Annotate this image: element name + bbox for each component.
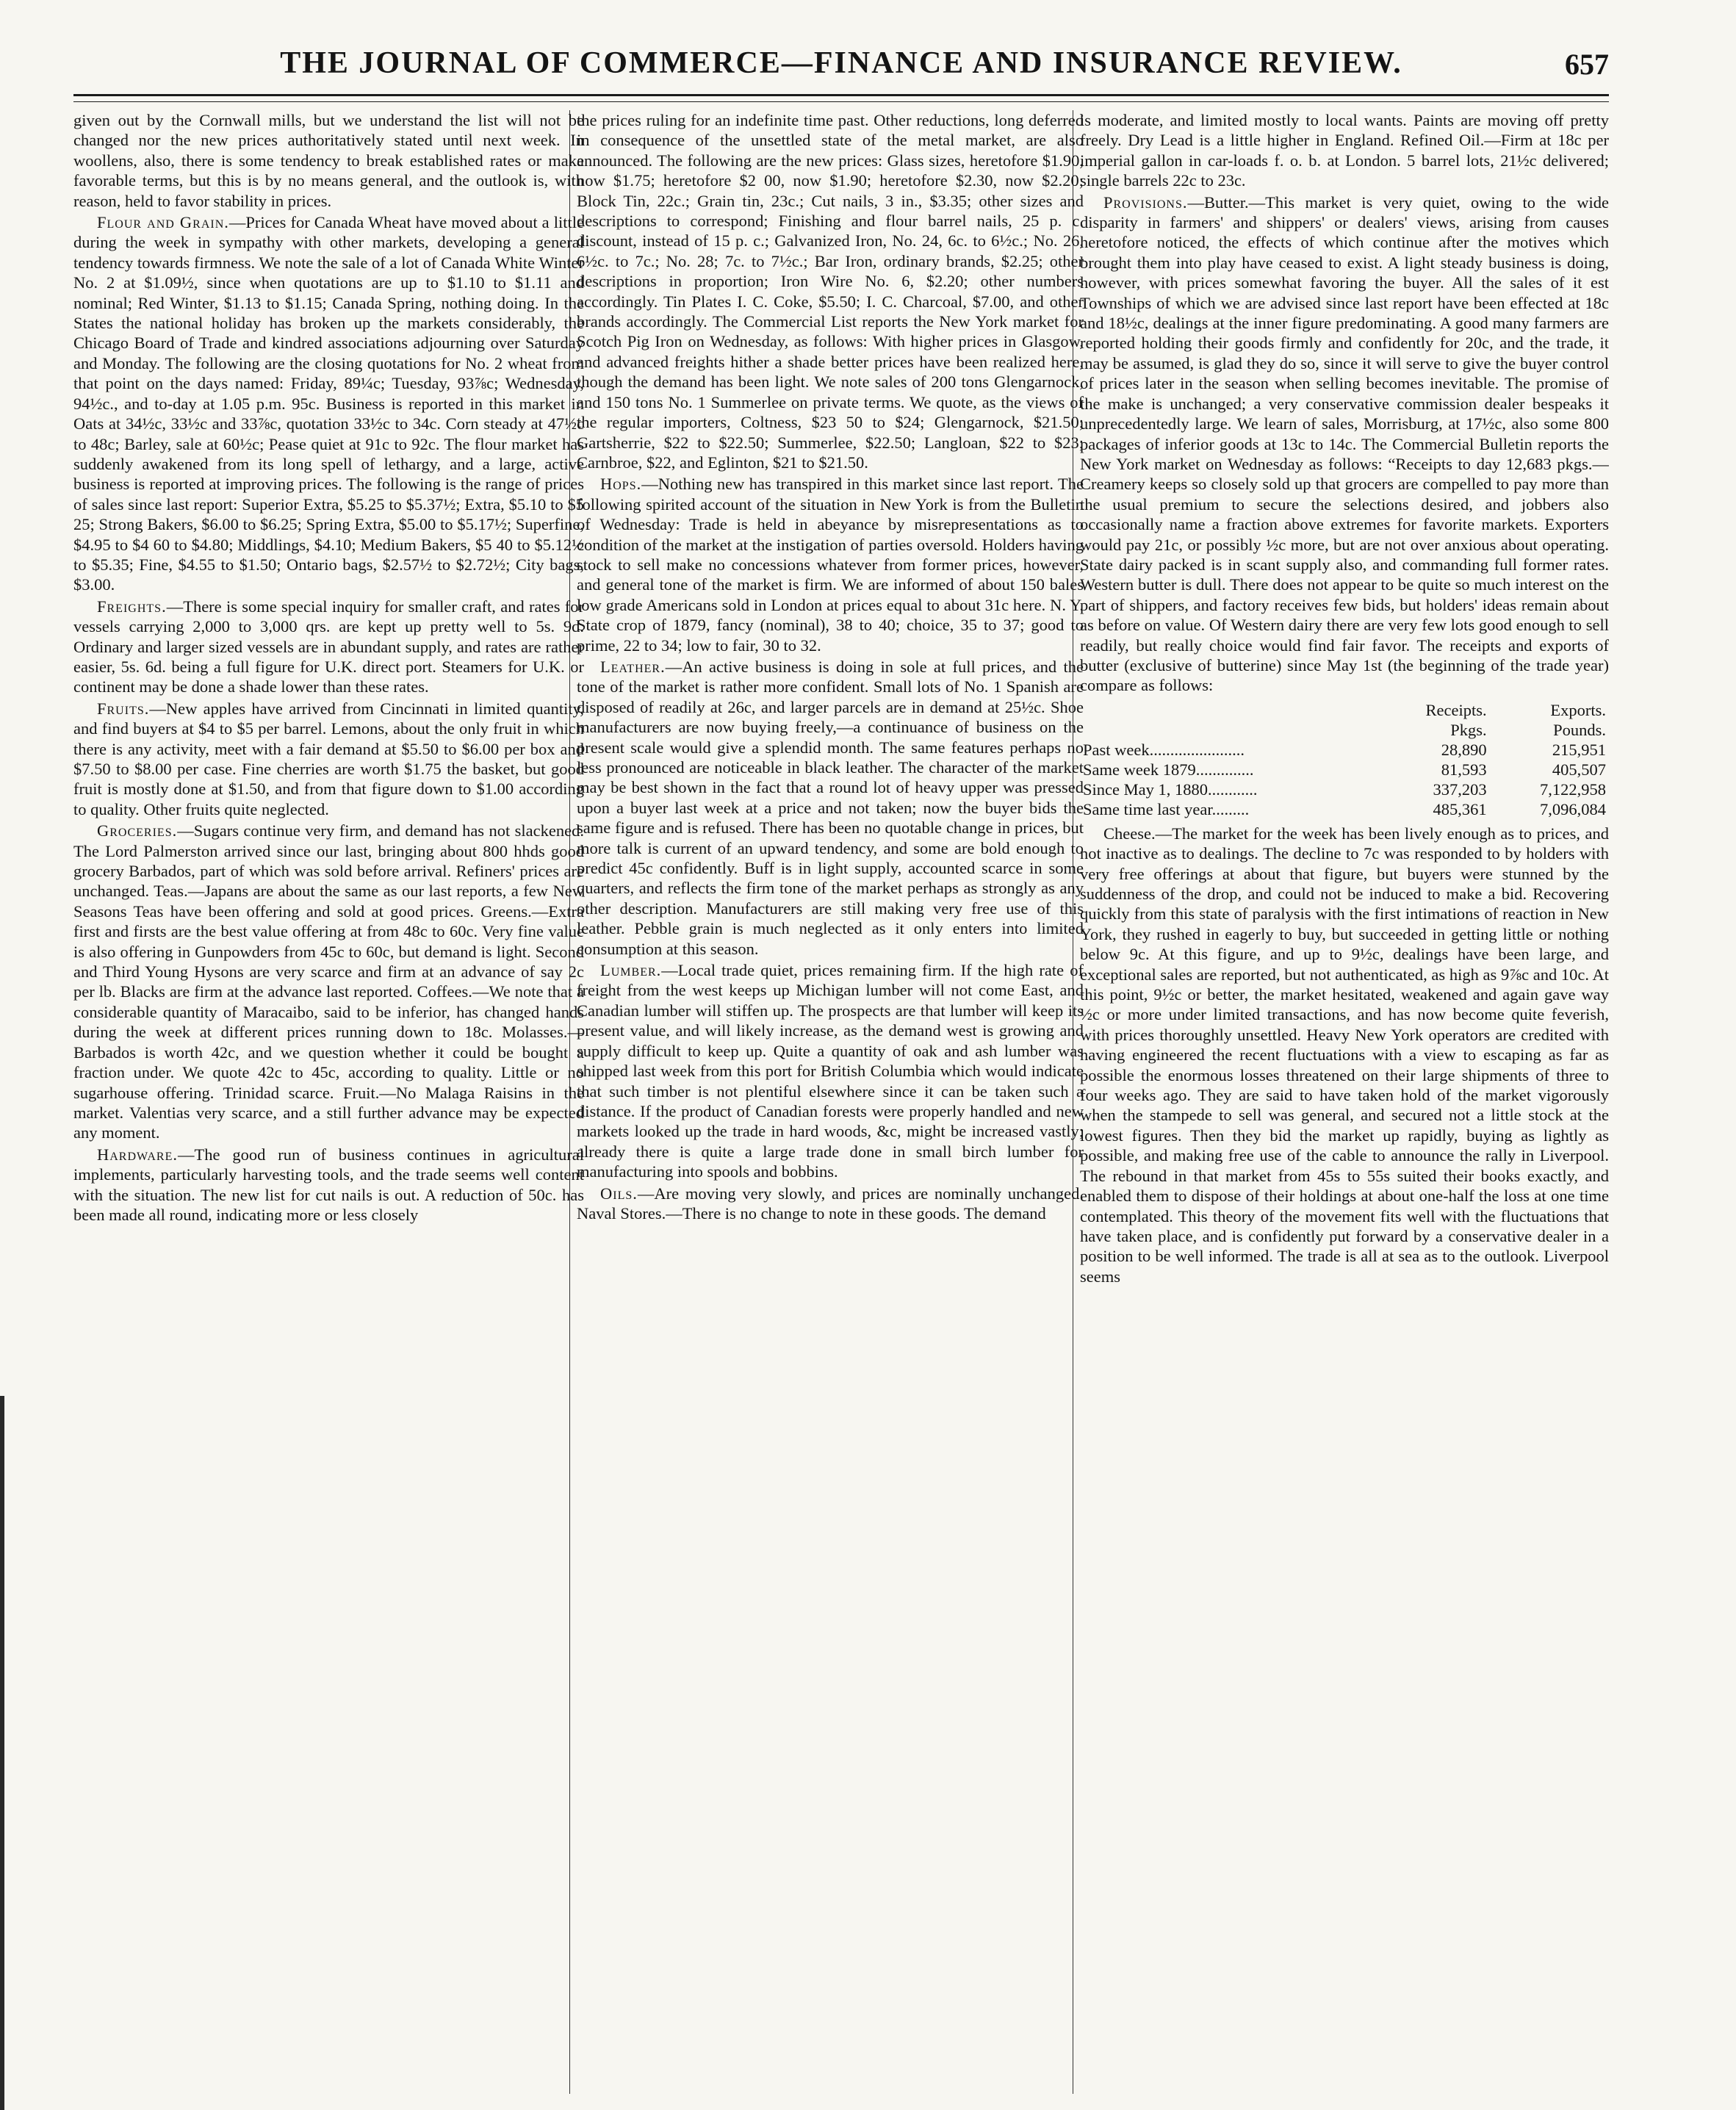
butter-receipts-exports-table (1080, 700, 1609, 819)
section-heading: Hardware. (97, 1145, 178, 1164)
paragraph-woollens: given out by the Cornwall mills, but we understand the list will not be changed nor the new prices authoritatively stated until next week. In woollens, also, there is some tendency to break established rates or make favorable terms, but this is by no means general, and the outlook is, with reason, held to favor stability in prices. (73, 111, 584, 210)
table-header-exports: Exports. (1550, 700, 1606, 719)
section-heading: Lumber. (600, 961, 662, 980)
row-exports: 7,122,958 (1540, 779, 1606, 799)
section-heading: Leather. (600, 657, 666, 676)
section-body: —There is some special inquiry for smaller craft, and rates for vessels carrying 2,000 to 3,000 qrs. are kept up pretty well to 5s. 9d. Ordinary and larger sized vessels are in abundant supply, and rates are rather easier, 5s. 6d. being a full figure for U.K. direct port. Steamers for U.K. or continent may be done a shade lower than these rates. (73, 597, 584, 696)
table-unit-blank (1080, 720, 1379, 740)
section-heading: Groceries. (97, 821, 178, 840)
page-header (73, 46, 1609, 90)
section-freights (73, 597, 584, 697)
section-body: —New apples have arrived from Cincinnati in limited quantity, and find buyers at $4 to $5 per barrel. Lemons, about the only fruit in which there is any activity, meet with a fair demand at $5.50 to $6.00 per box and $7.50 to $8.00 per case. Fine cherries are worth $1.75 the basket, but good fruit is mostly done at $1.50, and from that figure down to $1.00 according to quality. Other fruits quite neglected. (73, 699, 584, 818)
publication-title: THE JOURNAL OF COMMERCE—FINANCE AND INSURANCE REVIEW. (280, 46, 1402, 80)
section-heading: Oils. (600, 1184, 638, 1203)
page-number: 657 (1565, 48, 1609, 81)
table-header-receipts: Receipts. (1425, 700, 1487, 719)
section-body: —The good run of business continues in agricultural implements, particularly harvesting tools, and the trade seems well content with the situation. The new list for cut nails is out. A reduction of 50c. has been made all round, indicating more or less closely (73, 1145, 584, 1224)
section-body: —An active business is doing in sole at full prices, and the tone of the market is rather more confident. Small lots of No. 1 Spanish are disposed of readily at 26c, and larger parcels are in demand at 25½c. Shoe manufacturers are now buying freely,—a continuance of business on the present scale would give a splendid month. The same features perhaps no less pronounced are noticeable in black leather. The character of the market may be best shown in the fact that a round lot of heavy upper was pressed upon a buyer last week at a price and not taken; now the buyer bids the same figure and is refused. There has been no quotable change in prices, but more talk is current of an upward tendency, and some are bold enough to predict 45c confidently. Buff is in light supply, accounted scarce in some quarters, and reflects the firm tone of the market perhaps as strongly as any other description. Manufacturers are still making very free use of this leather. Pebble grain is much neglected as it only enters into limited consumption at this season. (577, 657, 1084, 958)
row-label: Same week 1879.............. (1083, 760, 1254, 779)
row-label: Since May 1, 1880............ (1083, 779, 1258, 799)
column-2 (577, 110, 1084, 2094)
section-hops (577, 474, 1084, 655)
section-cheese: Cheese.—The market for the week has been lively enough as to prices, and not inactive as to dealings. The decline to 7c was responded to by holders with very free offerings at about that figure, but buyers were stunned by the suddenness of the drop, and could not be induced to make a bid. Recovering quickly from this state of paralysis with the first intimations of reaction in New York, they rushed in eagerly to buy, but succeeded in getting little or nothing below 9c. At this figure, and up to 9½c, dealings have been large, and exceptional sales are reported, but not authenticated, as high as 9⅞c and 10c. At this point, 9½c or better, the market hesitated, weakened and again gave way ½c or more under limited transactions, and has now become quite feverish, with prices thoroughly unsettled. Heavy New York operators are credited with having engineered the recent fluctuations with a view to escaping as far as possible the enormous losses threatened on their large shipments of three to four weeks ago. They are said to have taken hold of the market vigorously when the stampede to sell was general, and secured not a little stock at the lowest figures. Then they bid the market up rapidly, buying as lightly as possible, and making free use of the cable to announce the rally in Liverpool. The rebound in that market from 45s to 55s suited their books exactly, and enabled them to dispose of their holdings at about one-half the loss at one time contemplated. This theory of the movement fits well with the fluctuations that have taken place, and is confidently put forward by a conservative dealer in a position to be well informed. The trade is all at sea as to the outlook. Liverpool seems (1080, 824, 1609, 1286)
section-body: —Are moving very slowly, and prices are nominally unchanged. Naval Stores.—There is no change to note in these goods. The demand (577, 1184, 1084, 1223)
section-heading: Hops. (600, 475, 642, 494)
section-groceries (73, 821, 584, 1143)
row-label: Same time last year......... (1083, 799, 1250, 818)
paragraph-paints-oils: is moderate, and limited mostly to local wants. Paints are moving off pretty freely. Dry Lead is a little higher in England. Refined Oil.—Firm at 18c per imperial gallon in car-loads f. o. b. at London. 5 barrel lots, 21½c delivered; single barrels 22c to 23c. (1080, 111, 1609, 190)
section-body: —Local trade quiet, prices remaining firm. If the high rate of freight from the west keeps up Michigan lumber will not come East, and Canadian lumber will stiffen up. The prospects are that lumber will keep its present value, and will likely increase, as the demand west is growing and supply difficult to keep up. Quite a quantity of oak and ash lumber was shipped last week from this port for British Columbia which would indicate that such timber is not plentiful elsewhere since it can be taken such a distance. If the product of Canadian forests were properly handled and new markets looked up the trade in hard woods, &c, might be increased vastly; already there is quite a large trade done in small birch lumber for manufacturing into spools and bobbins. (577, 961, 1084, 1181)
section-heading: Fruits. (97, 699, 150, 718)
table-unit-receipts: Pkgs. (1450, 720, 1487, 739)
section-body: —Butter.—This market is very quiet, owing to the wide disparity in farmers' and shippers' or dealers' views, arising from causes heretofore noticed, the effects of which continue after the motives which brought them into play have ceased to exist. A light steady business is doing, however, with prices somewhat favoring the buyer. All the sales of it est Townships of which we are advised since last report have been effected at 18c and 18½c, dealings at the inner figure predominating. A good many farmers are reported holding their goods firmly and confidently for 20c, and the trade, it may be assumed, is glad they do so, since it will serve to give the buyer control of prices later in the season when selling becomes inevitable. The promise of the make is unchanged; a very conservative commission dealer bespeaks it unprecedentedly large. We learn of sales, Morrisburg, at 17½c, also some 800 packages of inferior goods at 13c to 14c. The Commercial Bulletin reports the New York market on Wednesday as follows: “Receipts to day 12,683 pkgs.—Creamery keeps so closely sold up that grocers are compelled to pay more than the usual premium to secure the selections desired, and jobbers also occasionally name a fraction above extremes for favorite markets. Exporters would pay 21c, or possibly ½c more, but are not over anxious about operating. State dairy packed is in scant supply also, and commanding full former rates. Western butter is dull. There does not appear to be quite so much interest on the part of shippers, and factory receives few bids, but holders' ideas remain about as before on value. Of Western dairy there are very few lots good enough to sell readily, but really choice would find fair favor. The receipts and exports of butter (exclusive of butterine) since May 1st (the beginning of the trade year) compare as follows: (1080, 192, 1609, 695)
table-header-blank (1080, 700, 1379, 720)
scan-edge-shadow (0, 1396, 4, 2110)
header-rule-thick (73, 94, 1609, 96)
row-exports: 405,507 (1552, 760, 1606, 779)
section-oils (577, 1184, 1084, 1224)
table-unit-row (1080, 720, 1609, 740)
row-exports: 7,096,084 (1540, 799, 1606, 818)
section-heading: Freights. (97, 597, 167, 616)
column-3 (1080, 110, 1609, 2094)
section-flour-and-grain (73, 212, 584, 595)
section-body: —Prices for Canada Wheat have moved about a little during the week in sympathy with other markets, developing a general tendency towards firmness. We note the sale of a lot of Canada White Winter No. 2 at $1.09½, since when quotations are up to $1.10 to $1.11 and nominal; Red Winter, $1.13 to $1.15; Canada Spring, nothing doing. In the States the national holiday has broken up the markets considerably, the Chicago Board of Trade and kindred associations adjourning over Saturday and Monday. The following are the closing quotations for No. 2 wheat from that point on the days named: Friday, 89¼c; Tuesday, 93⅞c; Wednesday, 94½c., and to-day at 1.05 p.m. 95c. Business is reported in this market in Oats at 34½c, 33½c and 33⅞c, quotation 33½c to 34c. Corn steady at 47½c to 48c; Barley, sale at 60½c; Pease quiet at 91c to 92c. The flour market has suddenly awakened from its long spell of lethargy, and a large, active business is reported at improving prices. The following is the range of prices of sales since last report: Superior Extra, $5.25 to $5.37½; Extra, $5.10 to $5 25; Strong Bakers, $6.00 to $6.25; Spring Extra, $5.00 to $5.17½; Superfine, $4.95 to $4 60 to $4.80; Middlings, $4.10; Medium Bakers, $5 40 to $5.12½ to $5.35; Fine, $4.55 to $1.50; Ontario bags, $2.57½ to $2.72½; City bags, $3.00. (73, 213, 584, 594)
table-row (1080, 740, 1609, 760)
section-lumber (577, 960, 1084, 1181)
row-receipts: 81,593 (1441, 760, 1487, 779)
row-receipts: 485,361 (1433, 799, 1487, 818)
section-heading: Flour and Grain. (97, 213, 229, 232)
row-label: Past week....................... (1083, 740, 1245, 759)
header-rule-thin (73, 101, 1609, 102)
row-exports: 215,951 (1552, 740, 1606, 759)
paragraph-hardware-prices: the prices ruling for an indefinite time past. Other reductions, long deferred in consequence of the unsettled state of the metal market, are also announced. The following are the new prices: Glass sizes, heretofore $1.90, now $1.75; heretofore $2 00, now $1.90; heretofore $2.30, now $2.20; Block Tin, 22c.; Grain tin, 23c.; Cut nails, 3 in., $3.35; other sizes and descriptions to correspond; Finishing and flour barrel nails, 25 p. c. discount, instead of 15 p. c.; Galvanized Iron, No. 24, 6c. to 6½c.; No. 26, 6½c. to 7c.; No. 28; 7c. to 7½c.; Bar Iron, ordinary brands, $2.25; other descriptions in proportion; Iron Wire No. 6, $2.20; other numbers accordingly. Tin Plates I. C. Coke, $5.50; I. C. Charcoal, $7.00, and other brands accordingly. The Commercial List reports the New York market for Scotch Pig Iron on Wednesday, as follows: With higher prices in Glasgow, and advanced freights hither a shade better prices have been realized here, though the demand has been light. We note sales of 200 tons Glengarnock, and 150 tons No. 1 Summerlee on private terms. We quote, as the views of the regular importers, Coltness, $23 50 to $24; Glengarnock, $21.50; Gartsherrie, $22 to $22.50; Summerlee, $22.50; Langloan, $22 to $23; Carnbroe, $22, and Eglinton, $21 to $21.50. (577, 111, 1084, 472)
table-header-row (1080, 700, 1609, 720)
section-provisions (1080, 192, 1609, 696)
table-unit-exports: Pounds. (1553, 720, 1606, 739)
section-body: —Sugars continue very firm, and demand has not slackened. The Lord Palmerston arrived since our last, bringing about 800 hhds good grocery Barbados, part of which was sold before arrival. Refiners' prices are unchanged. Teas.—Japans are about the same as our last reports, a few New Seasons Teas have been offering and sold at good prices. Greens.—Extra first and firsts are the best value offering at from 48c to 60c. Very fine value is also offering in Gunpowders from 45c to 60c, but demand is light. Second and Third Young Hysons are very scarce and firm at an advance of say 2c per lb. Blacks are firm at the advance last reported. Coffees.—We note that a considerable quantity of Maracaibo, said to be inferior, has changed hands during the week at different prices running down to 18c. Molasses.—Barbados is worth 42c, and we question whether it could be bought a fraction under. We quote 42c to 45c, according to quality. Little or no sugarhouse offering. Trinidad scarce. Fruit.—No Malaga Raisins in the market. Valentias very scarce, and a still further advance may be expected any moment. (73, 821, 584, 1142)
row-receipts: 28,890 (1441, 740, 1487, 759)
section-body: —Nothing new has transpired in this market since last report. The following spirited account of the situation in New York is from the Bulletin of Wednesday: Trade is held in abeyance by misrepresentations as to condition of the market at the instigation of parties oversold. Holders having stock to sell make no concessions whatever from former prices, however, and general tone of the market is firm. We are informed of about 150 bales low grade Americans sold in London at prices equal to about 31c here. N. Y. State crop of 1879, fancy (nominal), 38 to 40; choice, 35 to 37; good to prime, 22 to 34; low to fair, 30 to 32. (577, 475, 1084, 655)
section-hardware (73, 1145, 584, 1225)
section-leather (577, 657, 1084, 959)
table-row (1080, 799, 1609, 819)
table-row (1080, 760, 1609, 779)
row-receipts: 337,203 (1433, 779, 1487, 799)
column-1 (73, 110, 584, 2094)
table-row (1080, 779, 1609, 799)
section-heading: Provisions. (1103, 192, 1188, 212)
section-fruits (73, 699, 584, 819)
